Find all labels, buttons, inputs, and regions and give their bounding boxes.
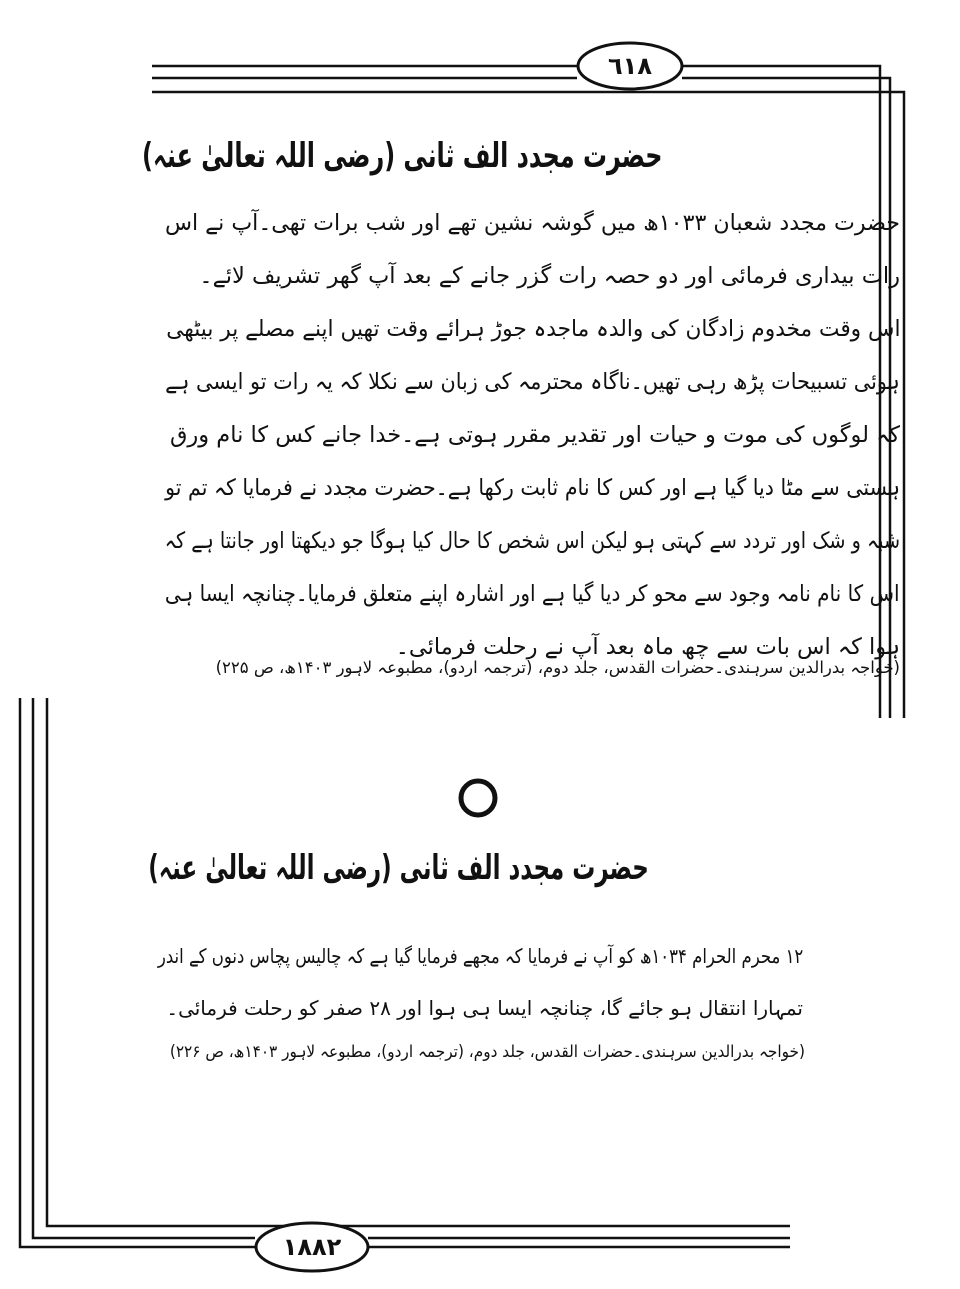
section1-line-8: اس کا نام نامہ وجود سے محو کر دیا گیا ہے اور اشارہ اپنے متعلق فرمایا۔چنانچہ ایسا ہی <box>165 581 900 607</box>
section1-title: حضرت مجدد الف ثانی (رضی اللہ تعالیٰ عنہ) <box>141 136 663 176</box>
section2-title: حضرت مجدد الف ثانی (رضی اللہ تعالیٰ عنہ) <box>148 848 649 888</box>
section1-line-4: ہوئی تسبیحات پڑھ رہی تھیں۔ناگاہ محترمہ کی زبان سے نکلا کہ یہ رات تو ایسی ہے <box>165 369 900 395</box>
bottom-page-number: ١٨٨٢ <box>282 1233 342 1261</box>
section1-line-7: شبہ و شک اور تردد سے کہتی ہو لیکن اس شخص کا حال کیا ہوگا جو دیکھتا اور جانتا ہے کہ <box>164 528 900 554</box>
top-page-number: ٦١٨ <box>608 52 652 80</box>
section2-reference: (خواجہ بدرالدین سرہندی۔حضرات القدس، جلد دوم، (ترجمہ اردو)، مطبوعہ لاہور ۱۴۰۳ھ، ص ۲۲۶) <box>169 1042 806 1061</box>
section1-line-1: حضرت مجدد شعبان ۱۰۳۳ھ میں گوشہ نشین تھے اور شب برات تھی۔آپ نے اس <box>164 210 900 236</box>
section2-body <box>158 944 803 1034</box>
section1-body <box>165 210 900 670</box>
section1-line-9: ہوا کہ اس بات سے چھ ماہ بعد آپ نے رحلت فرمائی۔ <box>395 634 900 660</box>
section2-line-2: تمہارا انتقال ہو جائے گا، چنانچہ ایسا ہی ہوا اور ۲۸ صفر کو رحلت فرمائی۔ <box>166 996 803 1020</box>
section1-line-6: ہستی سے مٹا دیا گیا ہے اور کس کا نام ثابت رکھا ہے۔حضرت مجدد نے فرمایا کہ تم تو <box>165 475 900 501</box>
section1-line-3: اس وقت مخدوم زادگان کی والدہ ماجدہ جوڑ ہرائے وقت تھیں اپنے مصلے پر بیٹھی <box>165 316 900 342</box>
section1-reference: (خواجہ بدرالدین سرہندی۔حضرات القدس، جلد دوم، (ترجمہ اردو)، مطبوعہ لاہور ۱۴۰۳ھ، ص ۲۲۵) <box>215 658 900 677</box>
section-separator-label <box>468 786 488 810</box>
section2-line-1: ۱۲ محرم الحرام ۱۰۳۴ھ کو آپ نے فرمایا کہ مجھے فرمایا گیا ہے کہ چالیس پچاس دنوں کے اندر <box>157 944 803 968</box>
section1-line-5: کہ لوگوں کی موت و حیات اور تقدیر مقرر ہوتی ہے۔خدا جانے کس کا نام ورق <box>169 422 900 448</box>
section1-line-2: رات بیداری فرمائی اور دو حصہ رات گزر جانے کے بعد آپ گھر تشریف لائے۔ <box>199 263 900 289</box>
